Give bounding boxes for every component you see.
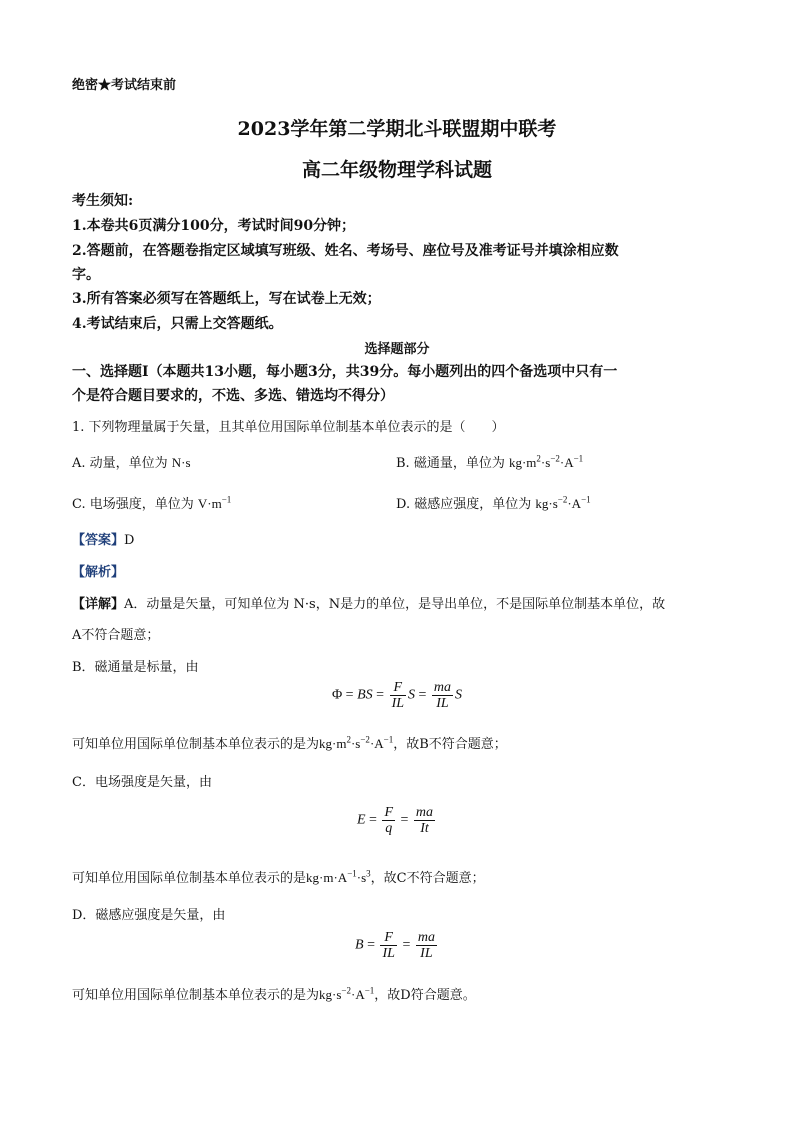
equation-flux: Φ = BS = $\frac{F}{IL}$ S = $\frac{ma}{IL}$ S bbox=[331, 680, 463, 711]
notice-item: 2.答题前，在答题卷指定区域填写班级、姓名、考场号、座位号及准考证号并填涂相应数 bbox=[72, 243, 619, 259]
detail-d-conclusion: 可知单位用国际单位制基本单位表示的是为$kg\cdot s^{-2}\cdot A^{-1}$，故D符合题意。 bbox=[72, 985, 476, 1003]
equation-induction: B = $\frac{F}{IL}$ = $\frac{ma}{IL}$ bbox=[355, 930, 435, 961]
notice-item: 4.考试结束后，只需上交答题纸。 bbox=[72, 316, 283, 332]
option-a-text: A. 动量，单位为 bbox=[72, 456, 168, 471]
option-b bbox=[396, 452, 583, 471]
detail-a-line bbox=[72, 593, 665, 612]
answer-label: 【答案】 bbox=[72, 533, 125, 548]
confidential-mark: 绝密★考试结束前 bbox=[72, 78, 177, 93]
section-instruction: 一、选择题Ⅰ（本题共13小题，每小题3分，共39分。每小题列出的四个备选项中只有一 bbox=[72, 364, 618, 380]
option-d-text: D. 磁感应强度，单位为 bbox=[396, 497, 532, 512]
option-c bbox=[72, 493, 231, 512]
section-title: 选择题部分 bbox=[364, 342, 430, 357]
detail-c-conclusion: 可知单位用国际单位制基本单位表示的是$kg\cdot m\cdot A^{-1}\cdot s^3$，故C不符合题意； bbox=[72, 868, 485, 886]
answer-value: D bbox=[124, 533, 135, 548]
section-instruction-cont: 个是符合题目要求的，不选、多选、错选均不得分） bbox=[72, 388, 394, 404]
notice-item: 3.所有答案必须写在答题纸上，写在试卷上无效； bbox=[72, 291, 381, 307]
option-d-unit: $kg\cdot s^{-2}\cdot A^{-1}$ bbox=[535, 494, 591, 511]
question-stem: 1. 下列物理量属于矢量，且其单位用国际单位制基本单位表示的是（ ） bbox=[72, 420, 505, 435]
detail-b-conclusion: 可知单位用国际单位制基本单位表示的是为$kg\cdot m^2\cdot s^{-2}\cdot A^{-1}$，故B不符合题意； bbox=[72, 734, 507, 752]
exam-subtitle: 高二年级物理学科试题 bbox=[301, 159, 492, 181]
detail-a-cont: A不符合题意； bbox=[72, 628, 160, 643]
option-b-unit: $kg\cdot m^2\cdot s^{-2}\cdot A^{-1}$ bbox=[508, 453, 584, 470]
equation-field: E = $\frac{F}{q}$ = $\frac{ma}{It}$ bbox=[356, 805, 434, 836]
detail-d-intro: D．磁感应强度是矢量，由 bbox=[72, 908, 226, 923]
option-c-text: C. 电场强度，单位为 bbox=[72, 497, 194, 512]
detail-label: 【详解】 bbox=[72, 597, 125, 612]
option-c-unit: $V\cdot m^{-1}$ bbox=[197, 494, 232, 511]
detail-b-intro: B．磁通量是标量，由 bbox=[72, 660, 199, 675]
option-d bbox=[396, 493, 591, 512]
notice-item: 1.本卷共6页满分100分，考试时间90分钟； bbox=[72, 218, 356, 234]
option-a bbox=[72, 452, 191, 471]
detail-a-text: A．动量是矢量，可知单位为 N·s，N是力的单位，是导出单位，不是国际单位制基本单位，故 bbox=[124, 597, 666, 612]
analysis-label: 【解析】 bbox=[72, 565, 125, 580]
option-a-unit: N·s bbox=[171, 455, 191, 470]
notice-heading: 考生须知: bbox=[72, 193, 134, 209]
exam-title: 2023学年第二学期北斗联盟期中联考 bbox=[237, 118, 557, 140]
notice-item: 字。 bbox=[72, 267, 100, 283]
option-b-text: B. 磁通量，单位为 bbox=[396, 456, 505, 471]
answer-line bbox=[72, 529, 134, 548]
detail-c-intro: C．电场强度是矢量，由 bbox=[72, 775, 212, 790]
